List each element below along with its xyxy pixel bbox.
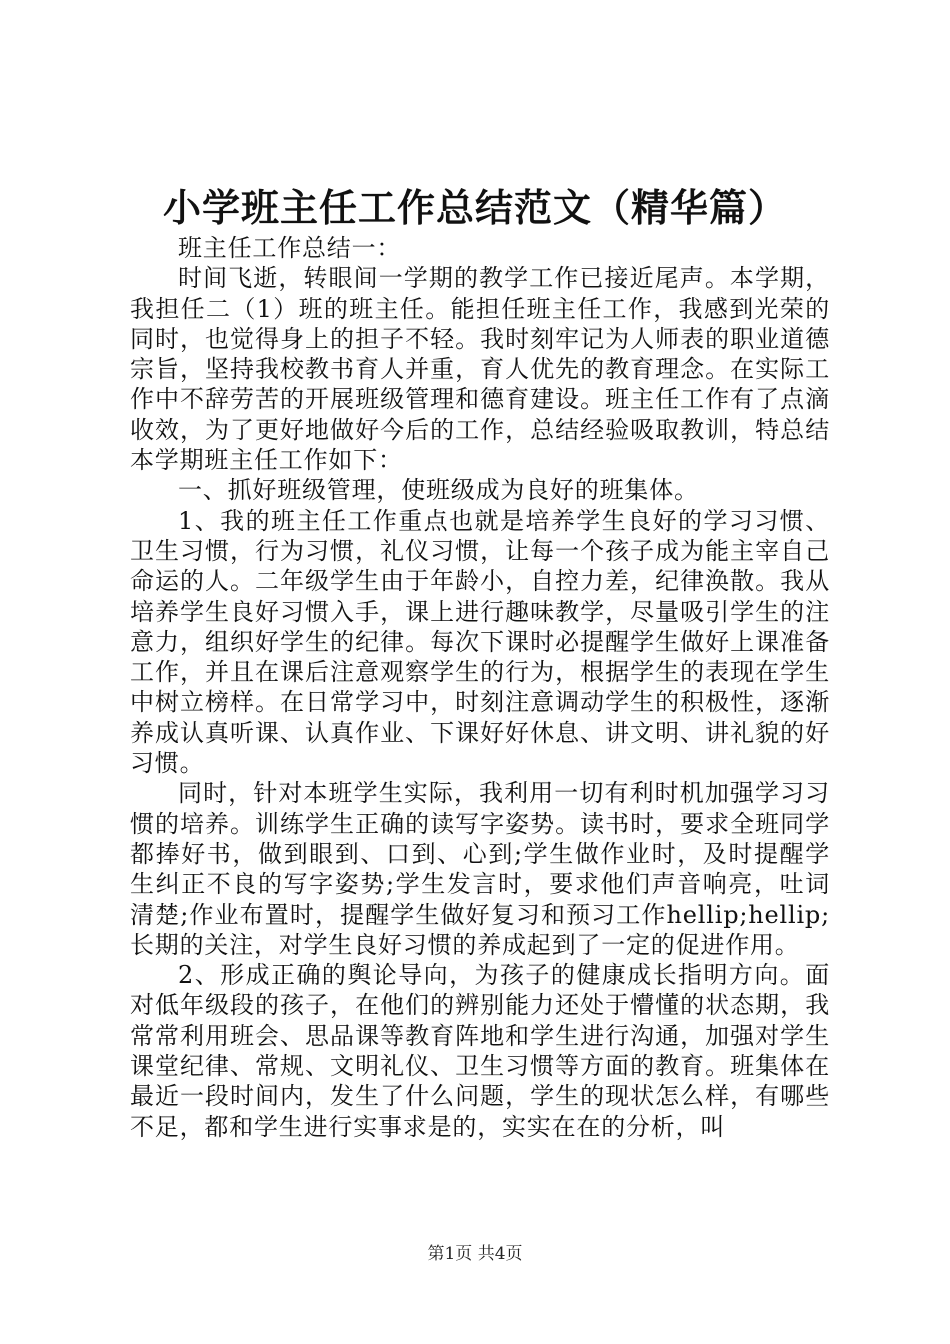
page-number-footer: 第1页 共4页 (427, 1244, 523, 1264)
body-paragraph: 1、我的班主任工作重点也就是培养学生良好的学习习惯、卫生习惯，行为习惯，礼仪习惯，让每一个孩子成为能主宰自己命运的人。二年级学生由于年龄小，自控力差，纪律涣散。我从培养学生良好习惯入手，课上进行趣味教学，尽量吸引学生的注意力，组织好学生的纪律。每次下课时必提醒学生做好上课准备工作，并且在课后注意观察学生的行为，根据学生的表现在学生中树立榜样。在日常学习中，时刻注意调动学生的积极性，逐渐养成认真听课、认真作业、下课好好休息、讲文明、讲礼貌的好习惯。 (130, 506, 830, 778)
body-paragraph: 时间飞逝，转眼间一学期的教学工作已接近尾声。本学期，我担任二（1）班的班主任。能担任班主任工作，我感到光荣的同时，也觉得身上的担子不轻。我时刻牢记为人师表的职业道德宗旨，坚持我校教书育人并重，育人优先的教育理念。在实际工作中不辞劳苦的开展班级管理和德育建设。班主任工作有了点滴收效，为了更好地做好今后的工作，总结经验吸取教训，特总结本学期班主任工作如下： (130, 264, 830, 475)
body-paragraph: 同时，针对本班学生实际，我利用一切有利时机加强学习习惯的培养。训练学生正确的读写字姿势。读书时，要求全班同学都捧好书，做到眼到、口到、心到;学生做作业时，及时提醒学生纠正不良的写字姿势;学生发言时，要求他们声音响亮，吐词清楚;作业布置时，提醒学生做好复习和预习工作hellip;hellip;长期的关注，对学生良好习惯的养成起到了一定的促进作用。 (130, 779, 830, 959)
document-body (130, 233, 830, 1142)
body-paragraph: 2、形成正确的舆论导向，为孩子的健康成长指明方向。面对低年级段的孩子，在他们的辨别能力还处于懵懂的状态期，我常常利用班会、思品课等教育阵地和学生进行沟通，加强对学生课堂纪律、常规、文明礼仪、卫生习惯等方面的教育。班集体在最近一段时间内，发生了什么问题，学生的现状怎么样，有哪些不足，都和学生进行实事求是的，实实在在的分析，叫 (130, 961, 830, 1141)
section-heading: 班主任工作总结一： (178, 234, 402, 262)
document-title: 小学班主任工作总结范文（精华篇） (162, 185, 787, 230)
section-heading: 一、抓好班级管理，使班级成为良好的班集体。 (178, 476, 699, 505)
